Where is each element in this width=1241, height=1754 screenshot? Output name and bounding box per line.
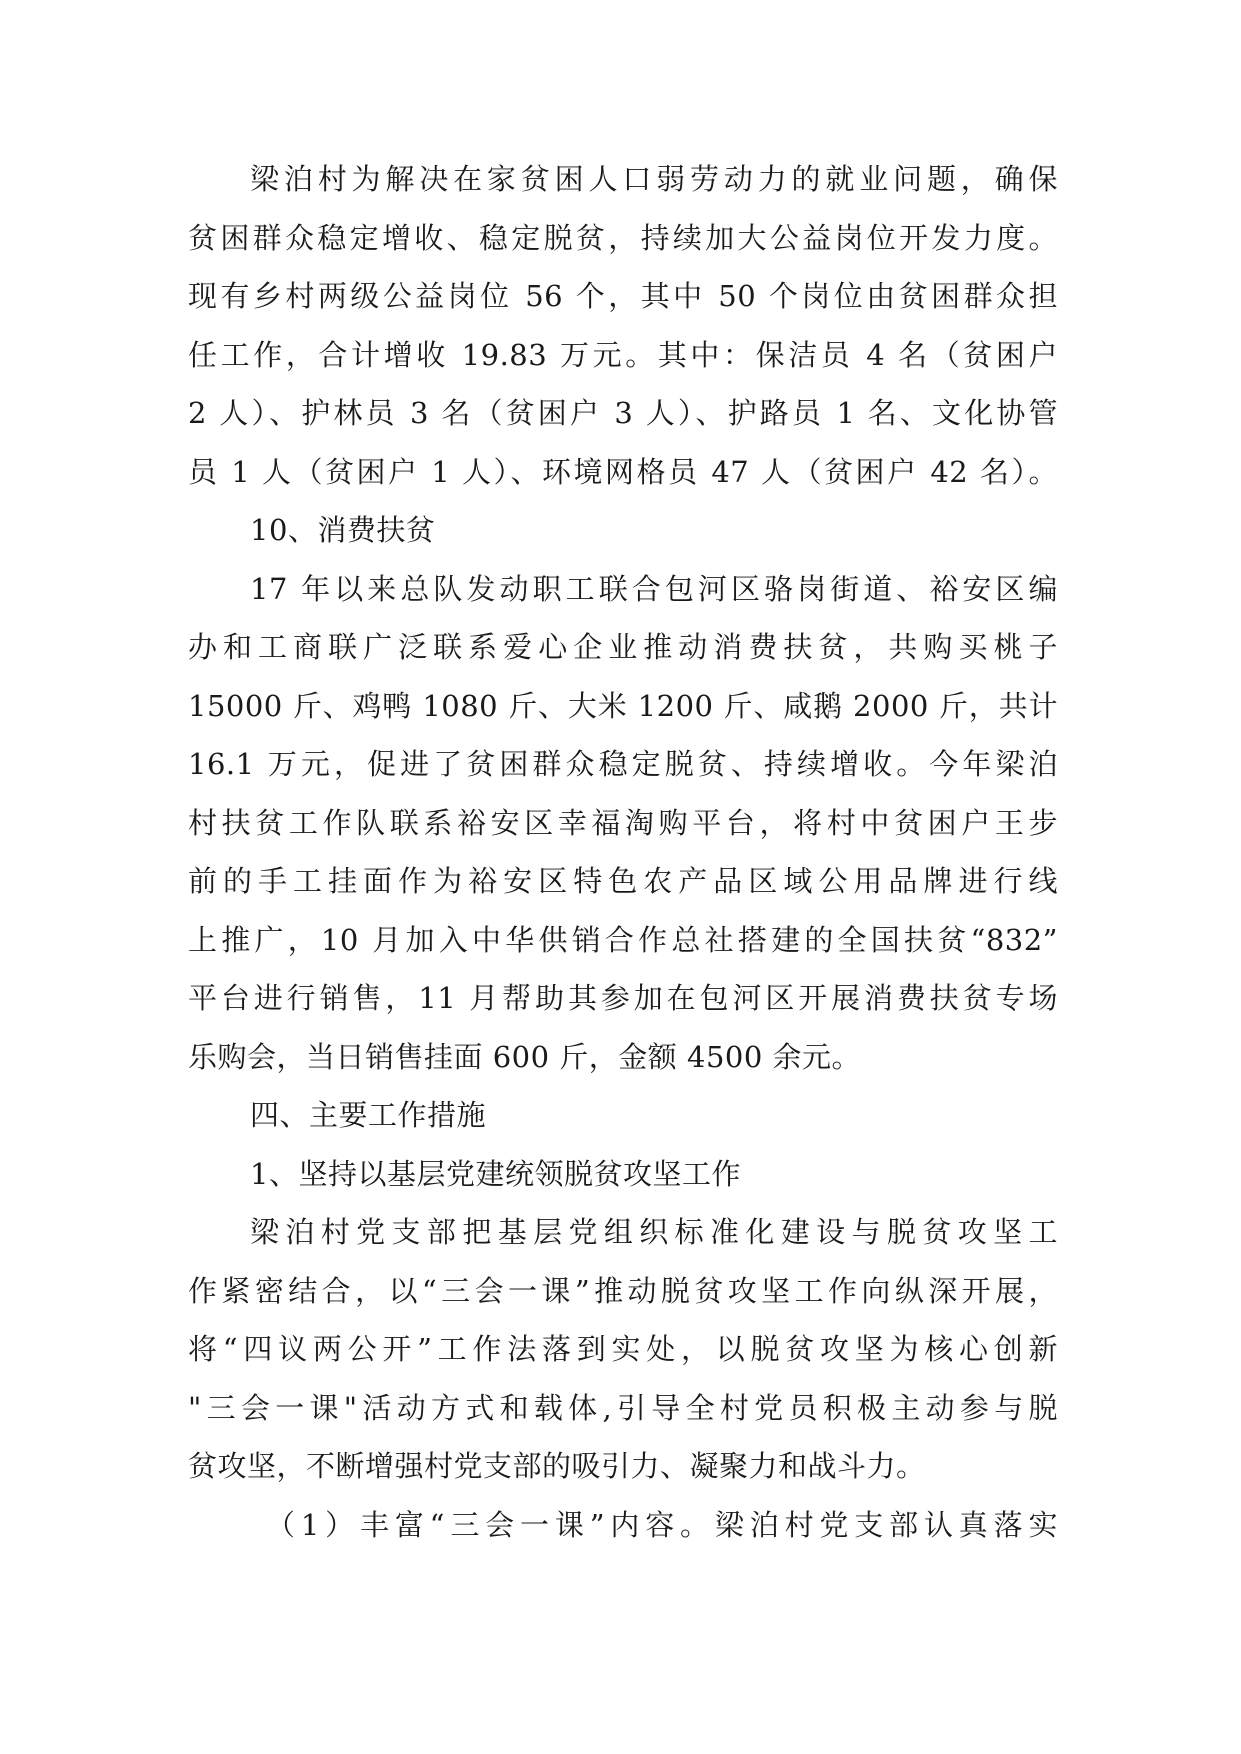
paragraph-line: 将“四议两公开”工作法落到实处，以脱贫攻坚为核心创新 xyxy=(188,1332,1058,1366)
paragraph-line: 作紧密结合，以“三会一课”推动脱贫攻坚工作向纵深开展， xyxy=(188,1273,1058,1308)
paragraph-line: 2 人）、护林员 3 名（贫困户 3 人）、护路员 1 名、文化协管 xyxy=(188,396,1058,430)
section-heading: 四、主要工作措施 xyxy=(250,1098,487,1132)
paragraph-line: 现有乡村两级公益岗位 56 个，其中 50 个岗位由贫困群众担 xyxy=(188,279,1058,313)
paragraph-line: 16.1 万元，促进了贫困群众稳定脱贫、持续增收。今年梁泊 xyxy=(188,747,1058,781)
paragraph-line: "三会一课"活动方式和载体,引导全村党员积极主动参与脱 xyxy=(188,1390,1058,1425)
paragraph-line: 村扶贫工作队联系裕安区幸福淘购平台，将村中贫困户王步 xyxy=(188,805,1058,840)
paragraph-line: 乐购会，当日销售挂面 600 斤，金额 4500 余元。 xyxy=(188,1039,862,1074)
subsection-heading: 1、坚持以基层党建统领脱贫攻坚工作 xyxy=(250,1156,741,1191)
paragraph-line: 办和工商联广泛联系爱心企业推动消费扶贫，共购买桃子 xyxy=(188,630,1058,664)
paragraph-line: 梁泊村为解决在家贫困人口弱劳动力的就业问题，确保 xyxy=(250,162,1058,196)
paragraph-line: 15000 斤、鸡鸭 1080 斤、大米 1200 斤、咸鹅 2000 斤，共计 xyxy=(188,688,1058,723)
paragraph-line: 任工作，合计增收 19.83 万元。其中：保洁员 4 名（贫困户 xyxy=(188,337,1058,372)
document-body xyxy=(188,150,1058,1554)
paragraph-line: 平台进行销售，11 月帮助其参加在包河区开展消费扶贫专场 xyxy=(188,981,1058,1015)
paragraph-line: 梁泊村党支部把基层党组织标准化建设与脱贫攻坚工 xyxy=(250,1215,1058,1249)
paragraph-line: 前的手工挂面作为裕安区特色农产品区域公用品牌进行线 xyxy=(188,864,1058,898)
paragraph-line: 员 1 人（贫困户 1 人）、环境网格员 47 人（贫困户 42 名）。 xyxy=(188,454,1058,489)
paragraph-line: （1）丰富“三会一课”内容。梁泊村党支部认真落实 xyxy=(266,1507,1058,1542)
paragraph-line: 贫攻坚，不断增强村党支部的吸引力、凝聚力和战斗力。 xyxy=(188,1449,926,1483)
section-heading: 10、消费扶贫 xyxy=(250,513,436,547)
paragraph-line: 17 年以来总队发动职工联合包河区骆岗街道、裕安区编 xyxy=(250,571,1058,606)
paragraph-line: 贫困群众稳定增收、稳定脱贫，持续加大公益岗位开发力度。 xyxy=(188,220,1058,255)
paragraph-line: 上推广，10 月加入中华供销合作总社搭建的全国扶贫“832” xyxy=(188,922,1058,957)
